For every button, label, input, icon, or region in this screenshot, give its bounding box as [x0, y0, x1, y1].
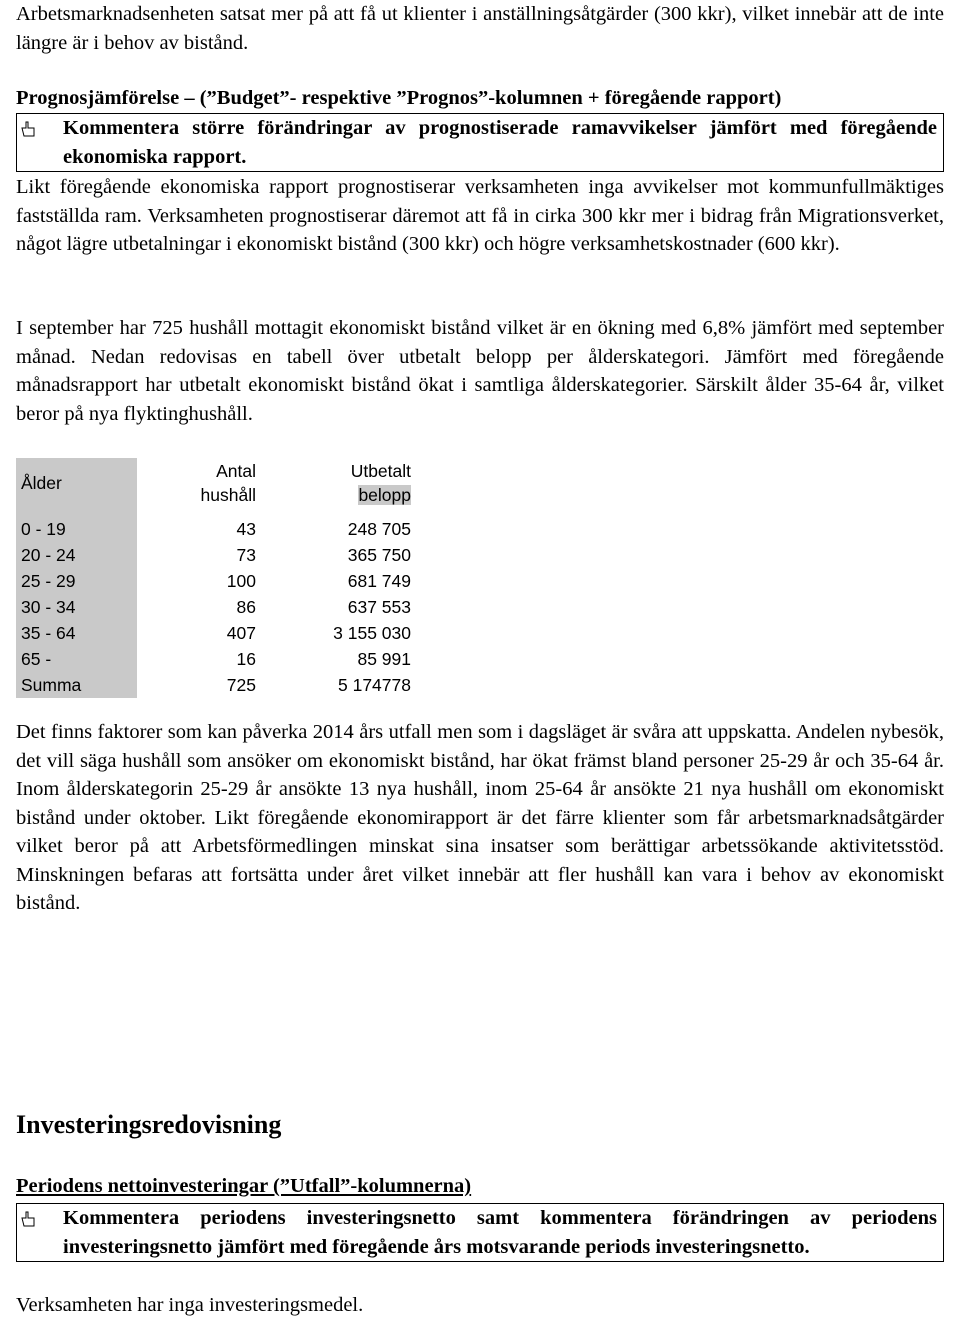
investment-instruction-box	[16, 1203, 944, 1262]
investment-answer: Verksamheten har inga investeringsmedel.	[16, 1294, 364, 1316]
header-age: Ålder	[16, 458, 137, 508]
prognos-heading: Prognosjämförelse – (”Budget”- respektive ”Prognos”-kolumnen + föregående rapport)	[16, 87, 782, 109]
table-row: 25 - 29 100 681 749	[16, 568, 416, 594]
prognos-paragraph-2: I september har 725 hushåll mottagit ekonomiskt bistånd vilket är en ökning med 6,8% jämfört med september månad. Nedan redovisas en tabell över utbetalt belopp per ålderskategori. Jämfört med föregående månadsrapport har utbetalt ekonomiskt bistånd ökat i samtliga ålderskategorier. Särskilt ålder 35-64 år, vilket beror på nya flyktinghushåll.	[16, 317, 944, 425]
table-total-row: Summa 725 5 174778	[16, 672, 416, 698]
header-amount: Utbetalt belopp	[350, 461, 411, 505]
prognos-instruction: Kommentera större förändringar av prognostiserade ramavvikelser jämfört med föregående ekonomiska rapport.	[63, 117, 937, 168]
prognos-instruction-box	[16, 113, 944, 172]
table-row: 0 - 19 43 248 705	[16, 516, 416, 542]
investment-subheading: Periodens nettoinvesteringar (”Utfall”-kolumnerna)	[16, 1175, 472, 1197]
table-row: 35 - 64 407 3 155 030	[16, 620, 416, 646]
table-header-row	[16, 458, 416, 508]
header-count: Antal hushåll	[200, 461, 256, 505]
table-row: 30 - 34 86 637 553	[16, 594, 416, 620]
factors-paragraph: Det finns faktorer som kan påverka 2014 års utfall men som i dagsläget är svåra att uppskatta. Andelen nybesök, det vill säga hushåll som ansöker om ekonomiskt bistånd, har ökat främst bland personer 25-29 år och 35-64 år. Inom ålderskategorin 25-29 år ansökte 13 nya hushåll, inom 25-64 år ansökte 21 nya hushåll om ekonomiskt bistånd under oktober. Likt föregående ekonomirapport är det färre klienter som får arbetsmarknadsåtgärder vilket beror på att Arbetsförmedlingen minskat sina insatser som berättigar arbetssökande aktivitetsstöd. Minskningen befaras att fortsätta under året vilket innebär att fler hushåll kan vara i behov av ekonomiskt bistånd.	[16, 721, 944, 914]
age-category-table	[16, 458, 416, 698]
table-row: 20 - 24 73 365 750	[16, 542, 416, 568]
prognos-paragraph-1: Likt föregående ekonomiska rapport prognostiserar verksamheten inga avvikelser mot kommunfullmäktiges fastställda ram. Verksamheten prognostiserar däremot att få in cirka 300 kkr mer i bidrag från Migrationsverket, något lägre utbetalningar i ekonomiskt bistånd (300 kkr) och högre verksamhetskostnader (600 kkr).	[16, 176, 944, 255]
pointing-hand-icon	[20, 120, 36, 138]
investment-instruction: Kommentera periodens investeringsnetto samt kommentera förändringen av periodens investeringsnetto jämfört med föregående års motsvarande periods investeringsnetto.	[63, 1207, 937, 1258]
investment-heading: Investeringsredovisning	[16, 1110, 282, 1139]
pointing-hand-icon	[20, 1210, 36, 1228]
table-row: 65 - 16 85 991	[16, 646, 416, 672]
intro-paragraph: Arbetsmarknadsenheten satsat mer på att få ut klienter i anställningsåtgärder (300 kkr), vilket innebär att de inte längre är i behov av bistånd.	[16, 3, 944, 54]
